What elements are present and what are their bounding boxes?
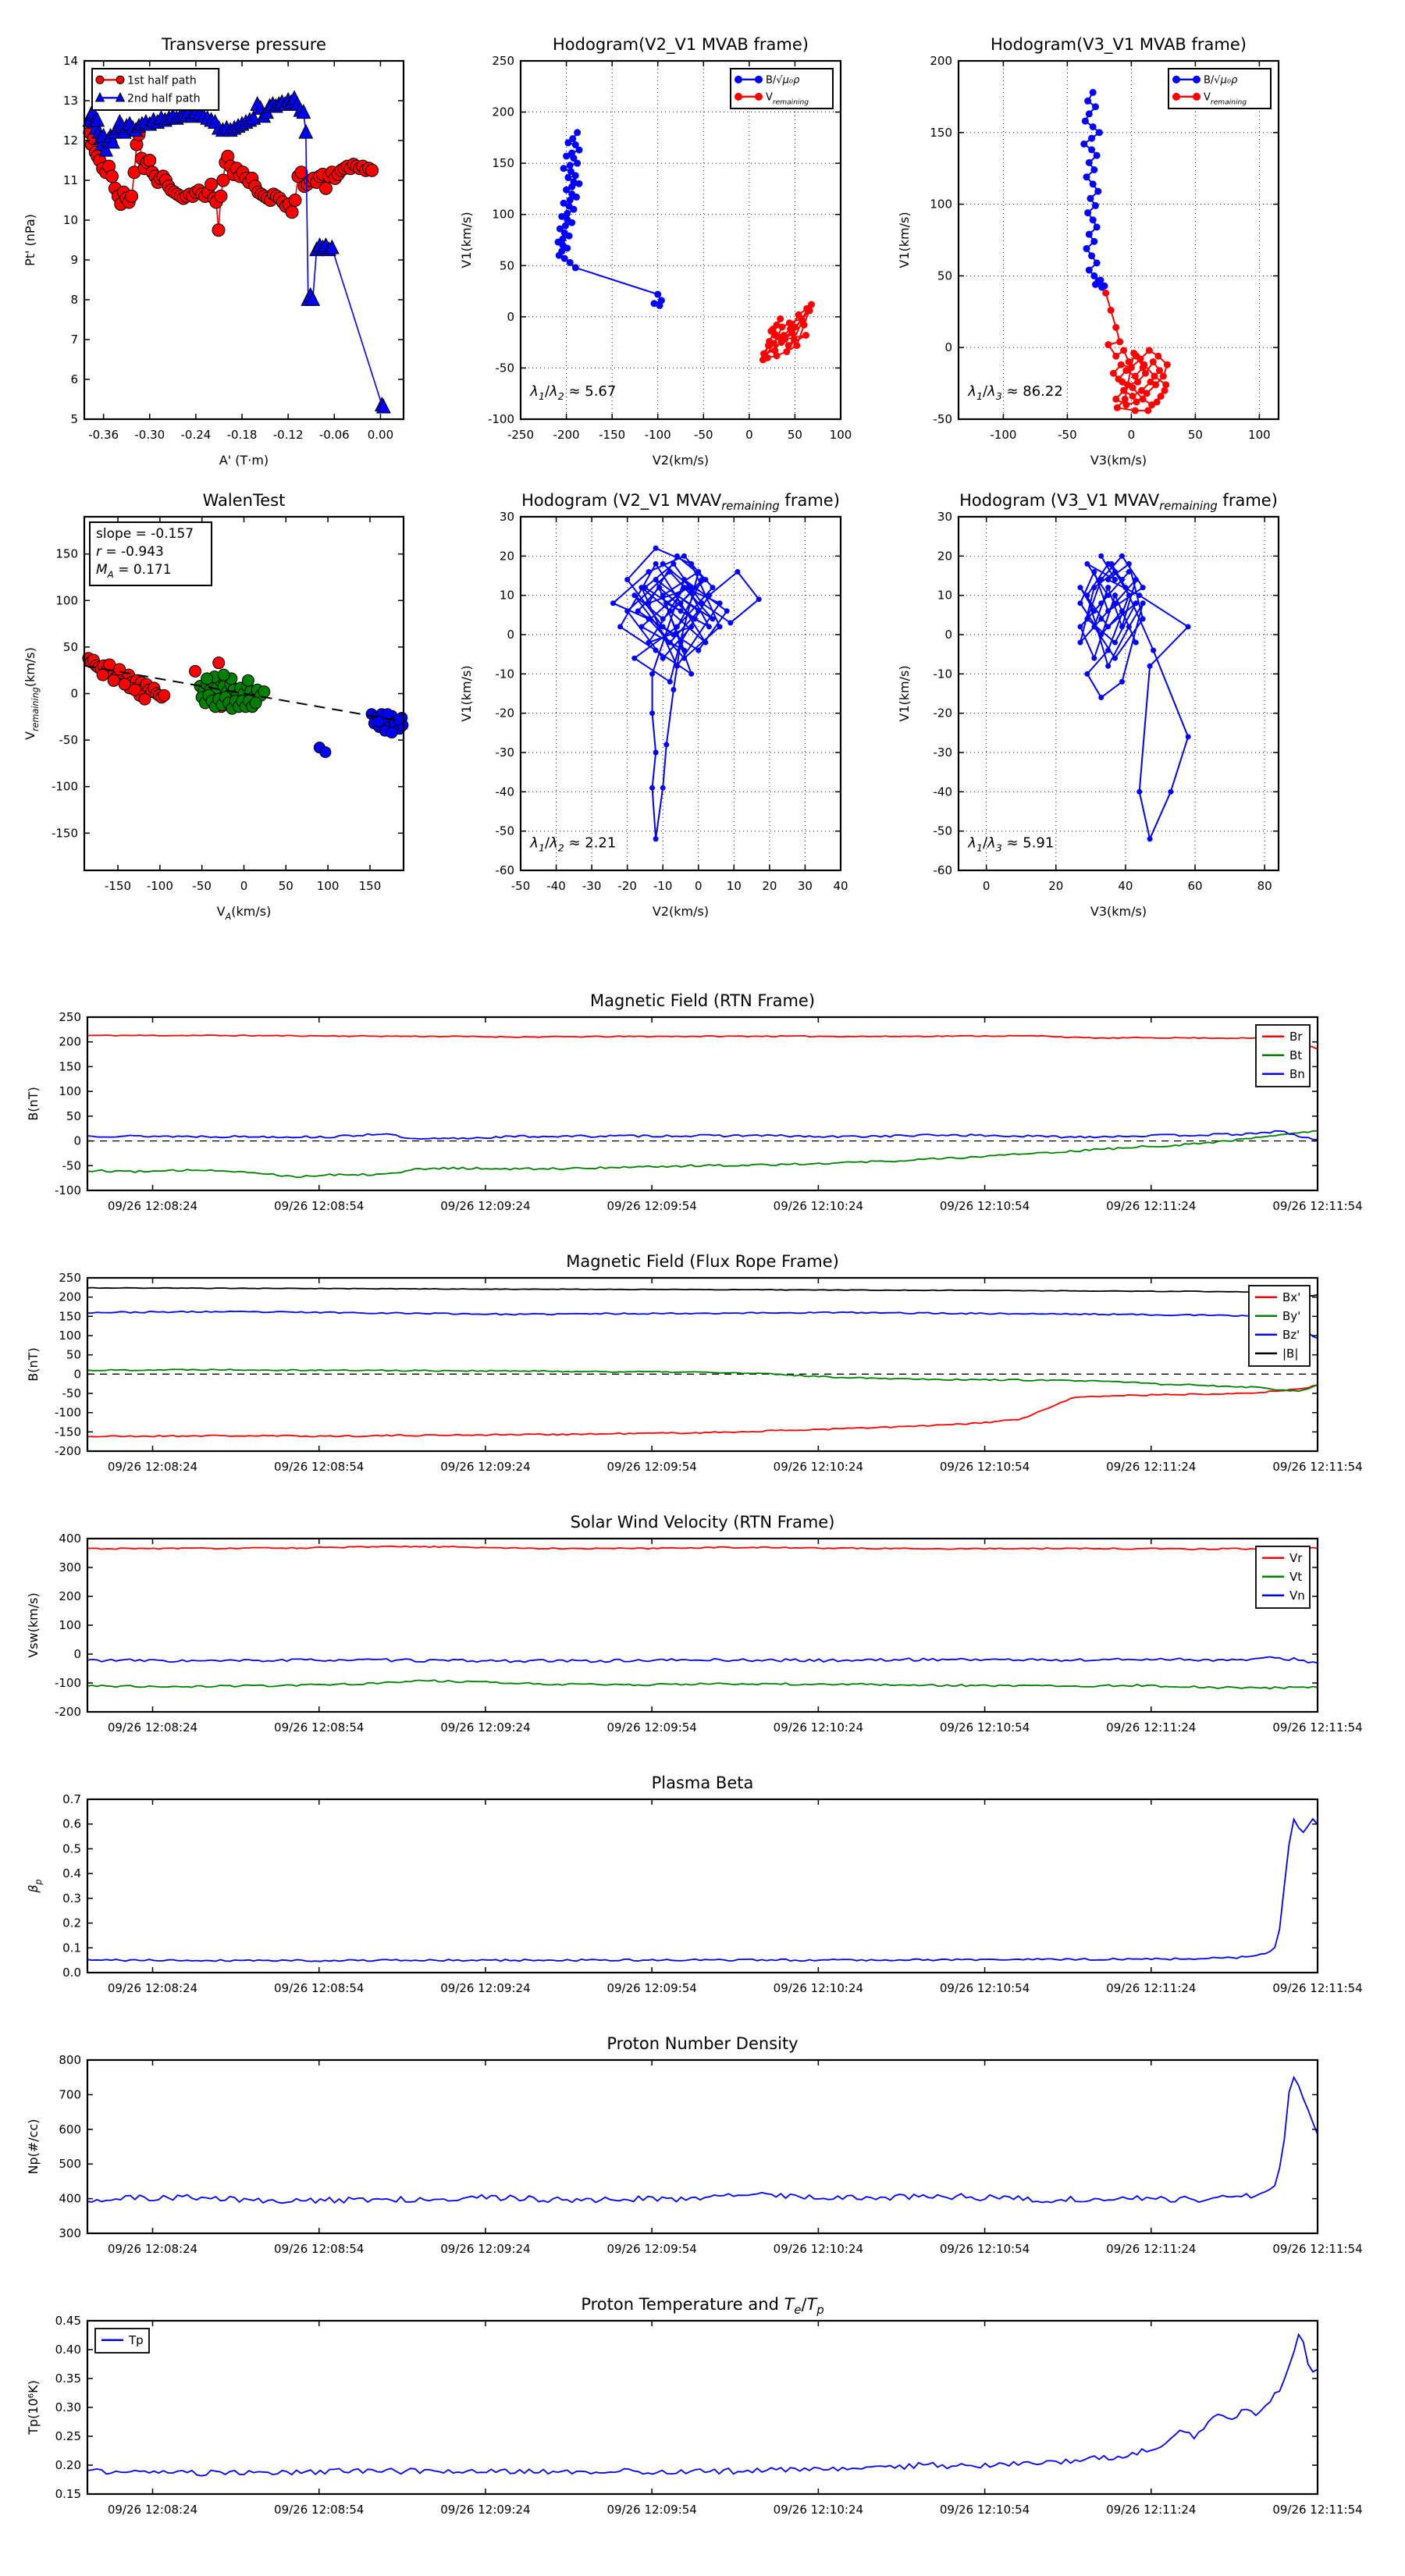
legend-label: Vt <box>1289 1570 1303 1585</box>
y-tick-label: 250 <box>59 1271 81 1285</box>
y-tick-label: 250 <box>59 1010 81 1024</box>
x-tick-label: -150 <box>105 879 132 893</box>
x-tick-label: 09/26 12:09:54 <box>606 2503 697 2517</box>
subplot-plasma-beta <box>26 1774 1363 1995</box>
x-tick-label: 100 <box>316 879 340 893</box>
x-tick-label: 09/26 12:09:24 <box>440 2503 531 2517</box>
x-tick-label: 09/26 12:09:24 <box>440 2242 531 2256</box>
y-tick-label: -200 <box>54 1705 81 1719</box>
x-tick-label: 09/26 12:10:54 <box>939 1199 1030 1213</box>
legend-label: B/√μ₀ρ <box>766 74 800 87</box>
y-tick-label: 0.6 <box>62 1816 81 1831</box>
y-tick-label: 50 <box>66 1347 81 1362</box>
x-tick-label: 09/26 12:08:24 <box>107 1199 198 1213</box>
legend-label: Vn <box>1289 1589 1305 1603</box>
y-tick-label: -40 <box>495 785 514 799</box>
y-tick-label: 150 <box>492 156 514 171</box>
x-tick-label: 09/26 12:08:54 <box>274 2242 365 2256</box>
x-tick-label: 09/26 12:08:24 <box>107 1720 198 1735</box>
x-tick-label: -0.24 <box>180 428 212 442</box>
x-tick-label: -150 <box>599 428 626 442</box>
x-tick-label: -0.30 <box>134 428 165 442</box>
y-tick-label: 150 <box>59 1309 81 1324</box>
y-axis-label: B(nT) <box>26 1087 41 1121</box>
y-tick-label: 10 <box>62 213 78 227</box>
x-tick-label: 09/26 12:10:54 <box>939 1981 1030 1995</box>
y-tick-label: 100 <box>55 593 78 608</box>
y-tick-label: 0.45 <box>55 2314 81 2328</box>
y-tick-label: -30 <box>933 745 952 760</box>
x-tick-label: 09/26 12:08:24 <box>107 2242 198 2256</box>
x-tick-label: -50 <box>694 428 713 442</box>
x-tick-label: -0.18 <box>226 428 258 442</box>
y-tick-label: 0 <box>507 309 514 324</box>
x-tick-label: 100 <box>829 428 852 442</box>
x-tick-label: 09/26 12:09:24 <box>440 1981 531 1995</box>
x-tick-label: 50 <box>787 428 802 442</box>
x-tick-label: -100 <box>644 428 671 442</box>
y-tick-label: -30 <box>495 745 514 760</box>
y-axis-label: $\beta_p$ <box>26 1879 44 1893</box>
legend-label: Br <box>1289 1030 1303 1044</box>
x-tick-label: 09/26 12:11:54 <box>1272 2503 1363 2517</box>
y-tick-label: -200 <box>54 1444 81 1458</box>
x-tick-label: 50 <box>278 879 293 893</box>
x-tick-label: 10 <box>726 879 742 893</box>
y-tick-label: 600 <box>59 2122 81 2137</box>
y-tick-label: -60 <box>933 863 952 877</box>
y-axis-label: $V_{remaining}(km/s)$ <box>23 647 41 740</box>
y-tick-label: 0.20 <box>55 2458 81 2472</box>
x-tick-label: -50 <box>510 879 531 893</box>
subplot-proton-temperature <box>26 2295 1363 2517</box>
x-tick-label: 09/26 12:11:24 <box>1106 1720 1197 1735</box>
y-tick-label: -50 <box>59 733 78 748</box>
y-tick-label: 0.15 <box>55 2487 81 2501</box>
legend-label: $V_{remaining}$ <box>1204 91 1247 107</box>
y-axis-label: Vsw(km/s) <box>26 1592 41 1658</box>
legend <box>1256 1546 1310 1608</box>
x-tick-label: 0 <box>240 879 248 893</box>
y-tick-label: 700 <box>59 2087 81 2102</box>
y-tick-label: 20 <box>937 549 952 564</box>
x-tick-label: 09/26 12:09:54 <box>606 1460 697 1474</box>
y-tick-label: 0.7 <box>62 1792 81 1806</box>
y-axis-label: V1(km/s) <box>459 665 474 722</box>
y-tick-label: 0 <box>73 1133 81 1148</box>
y-tick-label: 200 <box>59 1290 81 1304</box>
subplot-hodogram-v3v1-mvav <box>897 491 1279 919</box>
x-tick-label: 09/26 12:11:54 <box>1272 1460 1363 1474</box>
plot-title: Solar Wind Velocity (RTN Frame) <box>570 1513 835 1532</box>
y-tick-label: 0 <box>944 628 952 642</box>
y-tick-label: 0.5 <box>62 1841 81 1856</box>
x-tick-label: 20 <box>1048 879 1064 893</box>
x-tick-label: 09/26 12:10:24 <box>773 1460 864 1474</box>
x-axis-label: $V_A(km/s)$ <box>216 904 272 922</box>
subplot-walen-test <box>23 491 408 922</box>
stats-line: r = -0.943 <box>96 543 164 560</box>
x-tick-label: -250 <box>507 428 535 442</box>
y-tick-label: 0.25 <box>55 2429 81 2443</box>
x-tick-label: 09/26 12:10:24 <box>773 2503 864 2517</box>
y-tick-label: -20 <box>495 706 514 720</box>
legend-label: |B| <box>1282 1347 1299 1361</box>
y-tick-label: 150 <box>59 1059 81 1074</box>
stats-line: $M_A = 0.171$ <box>96 561 172 580</box>
legend <box>731 69 833 109</box>
y-tick-label: -100 <box>54 1676 81 1690</box>
y-tick-label: 100 <box>59 1084 81 1099</box>
y-tick-label: -50 <box>495 361 514 375</box>
legend-label: Vr <box>1289 1551 1303 1566</box>
x-tick-label: 09/26 12:09:54 <box>606 2242 697 2256</box>
x-axis-label: V2(km/s) <box>652 904 710 919</box>
x-tick-label: -100 <box>146 879 173 893</box>
y-tick-label: -50 <box>62 1386 81 1400</box>
y-axis-label: V1(km/s) <box>897 665 912 722</box>
x-axis-label: A' (T·m) <box>219 453 269 468</box>
y-tick-label: 50 <box>499 258 514 273</box>
x-tick-label: 09/26 12:11:54 <box>1272 2242 1363 2256</box>
x-tick-label: 09/26 12:10:24 <box>773 2242 864 2256</box>
x-tick-label: -20 <box>617 879 637 893</box>
y-tick-label: 0.30 <box>55 2400 81 2414</box>
x-axis-label: V3(km/s) <box>1090 453 1147 468</box>
x-tick-label: 0 <box>1127 428 1136 442</box>
x-tick-label: 0 <box>745 428 753 442</box>
legend <box>1249 1286 1310 1366</box>
subplot-hodogram-v2v1-mvav <box>459 491 848 919</box>
y-tick-label: 0 <box>73 1367 81 1382</box>
x-tick-label: 09/26 12:11:24 <box>1106 2503 1197 2517</box>
y-tick-label: -10 <box>495 667 514 681</box>
y-axis-label: V1(km/s) <box>897 212 912 269</box>
x-tick-label: -200 <box>553 428 580 442</box>
x-tick-label: 09/26 12:08:54 <box>274 2503 365 2517</box>
x-tick-label: 150 <box>358 879 382 893</box>
x-tick-label: 09/26 12:11:24 <box>1106 1460 1197 1474</box>
subplot-hodogram-v3v1-mvab <box>897 35 1279 468</box>
x-tick-label: 09/26 12:10:54 <box>939 2503 1030 2517</box>
x-tick-label: 09/26 12:08:54 <box>274 1720 365 1735</box>
y-tick-label: 200 <box>930 54 952 68</box>
x-axis-label: V3(km/s) <box>1090 904 1147 919</box>
y-tick-label: -60 <box>495 863 514 877</box>
plot-title: WalenTest <box>202 491 286 510</box>
x-tick-label: 09/26 12:10:54 <box>939 2242 1030 2256</box>
y-tick-label: 0 <box>73 1647 81 1661</box>
y-tick-label: 7 <box>70 333 78 347</box>
y-tick-label: -100 <box>487 412 514 426</box>
plot-title: Plasma Beta <box>651 1774 754 1792</box>
plot-title: Hodogram(V3_V1 MVAB frame) <box>991 35 1247 54</box>
y-tick-label: 30 <box>499 510 514 524</box>
x-tick-label: 09/26 12:08:24 <box>107 1981 198 1995</box>
annotation: $\lambda_1/\lambda_3 \approx 5.91$ <box>968 834 1055 854</box>
y-tick-label: -40 <box>933 785 952 799</box>
y-tick-label: 8 <box>70 293 78 307</box>
x-tick-label: 09/26 12:08:24 <box>107 1460 198 1474</box>
x-tick-label: -30 <box>582 879 602 893</box>
y-tick-label: 5 <box>70 412 78 426</box>
y-tick-label: 10 <box>499 588 514 603</box>
y-tick-label: 150 <box>55 546 78 561</box>
x-tick-label: 09/26 12:09:24 <box>440 1720 531 1735</box>
x-tick-label: 40 <box>833 879 848 893</box>
x-tick-label: 09/26 12:10:54 <box>939 1720 1030 1735</box>
y-tick-label: 12 <box>62 133 78 148</box>
subplot-hodogram-v2v1-mvab <box>459 35 852 468</box>
subplot-mag-fluxrope <box>26 1252 1363 1474</box>
y-tick-label: 13 <box>62 94 78 108</box>
y-tick-label: 50 <box>937 269 952 283</box>
y-tick-label: -150 <box>51 826 78 841</box>
plot-title: Proton Temperature and $T_e/T_p$ <box>581 2295 824 2317</box>
x-tick-label: 09/26 12:11:54 <box>1272 1981 1363 1995</box>
y-tick-label: -100 <box>54 1183 81 1197</box>
y-tick-label: -50 <box>495 824 514 838</box>
subplot-transverse-pressure <box>23 35 404 468</box>
x-tick-label: 09/26 12:09:24 <box>440 1199 531 1213</box>
y-tick-label: 0.3 <box>62 1891 81 1905</box>
y-tick-label: 6 <box>70 372 78 386</box>
y-tick-label: 300 <box>59 1560 81 1574</box>
x-tick-label: 09/26 12:09:54 <box>606 1199 697 1213</box>
legend <box>1168 69 1271 109</box>
plot-title: Hodogram (V2_V1 $MVAV_{remaining}$ frame) <box>521 491 840 513</box>
y-tick-label: 100 <box>59 1329 81 1343</box>
y-tick-label: 0.40 <box>55 2343 81 2357</box>
annotation: $\lambda_1/\lambda_2 \approx 5.67$ <box>530 383 617 403</box>
y-tick-label: 0.0 <box>62 1966 81 1980</box>
y-tick-label: 11 <box>62 173 78 187</box>
plot-title: Hodogram(V2_V1 MVAB frame) <box>553 35 809 54</box>
y-tick-label: 0.2 <box>62 1916 81 1930</box>
y-tick-label: 9 <box>70 253 78 267</box>
y-tick-label: -100 <box>51 779 78 794</box>
x-tick-label: 09/26 12:09:24 <box>440 1460 531 1474</box>
legend-label: By' <box>1282 1309 1301 1324</box>
x-tick-label: -0.06 <box>318 428 350 442</box>
y-tick-label: 10 <box>937 588 952 603</box>
x-tick-label: 09/26 12:11:54 <box>1272 1199 1363 1213</box>
y-tick-label: -100 <box>54 1405 81 1420</box>
legend <box>1256 1025 1310 1087</box>
stats-line: slope = -0.157 <box>96 525 194 542</box>
legend-label: 2nd half path <box>127 92 201 105</box>
y-tick-label: -20 <box>933 706 952 720</box>
legend <box>95 2329 149 2353</box>
stats-box <box>90 522 212 585</box>
x-tick-label: 09/26 12:08:54 <box>274 1981 365 1995</box>
plot-title: Magnetic Field (Flux Rope Frame) <box>566 1252 839 1271</box>
y-axis-label: V1(km/s) <box>459 212 474 269</box>
x-tick-label: -0.12 <box>272 428 304 442</box>
x-tick-label: -0.36 <box>88 428 119 442</box>
y-tick-label: 0.1 <box>62 1941 81 1955</box>
plot-title: Proton Number Density <box>606 2034 799 2053</box>
plot-title: Transverse pressure <box>162 35 326 54</box>
legend-label: $V_{remaining}$ <box>766 91 809 107</box>
x-tick-label: 09/26 12:09:54 <box>606 1720 697 1735</box>
x-tick-label: 09/26 12:10:24 <box>773 1720 864 1735</box>
legend-label: 1st half path <box>127 74 197 87</box>
y-tick-label: 20 <box>499 549 514 564</box>
legend-label: Bt <box>1289 1048 1303 1063</box>
x-tick-label: 30 <box>797 879 813 893</box>
x-tick-label: 0 <box>982 879 991 893</box>
x-tick-label: 40 <box>1118 879 1133 893</box>
subplot-vsw-rtn <box>26 1513 1363 1735</box>
x-tick-label: 09/26 12:11:54 <box>1272 1720 1363 1735</box>
subplot-mag-rtn <box>26 991 1363 1213</box>
y-axis-label: B(nT) <box>26 1347 41 1382</box>
x-tick-label: 09/26 12:11:24 <box>1106 1199 1197 1213</box>
y-tick-label: 200 <box>59 1589 81 1603</box>
x-axis-label: V2(km/s) <box>652 453 710 468</box>
y-axis-label: Pt' (nPa) <box>23 214 37 266</box>
y-tick-label: 400 <box>59 2191 81 2206</box>
annotation: $\lambda_1/\lambda_3 \approx 86.22$ <box>968 383 1063 403</box>
y-tick-label: 50 <box>66 1108 81 1123</box>
y-tick-label: 0.4 <box>62 1866 81 1881</box>
x-tick-label: 09/26 12:09:54 <box>606 1981 697 1995</box>
subplot-proton-density <box>26 2034 1363 2256</box>
legend-label: Bn <box>1289 1067 1305 1082</box>
legend-label: B/√μ₀ρ <box>1204 74 1238 87</box>
x-tick-label: -40 <box>546 879 566 893</box>
annotation: $\lambda_1/\lambda_2 \approx 2.21$ <box>530 834 617 854</box>
y-tick-label: 30 <box>937 510 952 524</box>
y-tick-label: 100 <box>492 207 514 222</box>
plot-title: Magnetic Field (RTN Frame) <box>589 991 816 1010</box>
y-tick-label: -50 <box>933 412 952 426</box>
legend <box>92 69 219 110</box>
legend-label: Bz' <box>1282 1328 1300 1343</box>
x-tick-label: 09/26 12:11:24 <box>1106 1981 1197 1995</box>
y-tick-label: 150 <box>930 125 952 140</box>
x-tick-label: 60 <box>1187 879 1203 893</box>
x-tick-label: 09/26 12:10:24 <box>773 1981 864 1995</box>
x-tick-label: 0 <box>695 879 702 893</box>
y-tick-label: 100 <box>59 1618 81 1632</box>
y-tick-label: -50 <box>933 824 952 838</box>
x-tick-label: 50 <box>1187 428 1203 442</box>
x-tick-label: -100 <box>990 428 1017 442</box>
y-tick-label: 0 <box>507 628 514 642</box>
y-tick-label: -10 <box>933 667 952 681</box>
x-tick-label: 09/26 12:08:54 <box>274 1199 365 1213</box>
y-tick-label: 0 <box>944 340 952 355</box>
y-tick-label: 200 <box>59 1034 81 1049</box>
x-tick-label: 09/26 12:08:24 <box>107 2503 198 2517</box>
x-tick-label: -10 <box>653 879 673 893</box>
y-axis-label: Np(#/cc) <box>26 2119 41 2175</box>
x-tick-label: 20 <box>762 879 777 893</box>
y-tick-label: 500 <box>59 2157 81 2172</box>
x-tick-label: -50 <box>1058 428 1077 442</box>
legend-label: Tp <box>129 2333 144 2348</box>
x-tick-label: 09/26 12:11:24 <box>1106 2242 1197 2256</box>
plot-title: Hodogram (V3_V1 $MVAV_{remaining}$ frame) <box>959 491 1278 513</box>
y-tick-label: 400 <box>59 1532 81 1546</box>
y-tick-label: 100 <box>930 197 952 212</box>
x-tick-label: -50 <box>192 879 212 893</box>
y-tick-label: 300 <box>59 2226 81 2240</box>
x-tick-label: 80 <box>1257 879 1272 893</box>
y-tick-label: 200 <box>492 105 514 119</box>
y-tick-label: -50 <box>62 1158 81 1173</box>
y-tick-label: 0.35 <box>55 2371 81 2386</box>
legend-label: Bx' <box>1282 1290 1301 1305</box>
y-axis-label: Tp(10⁶K) <box>26 2380 41 2435</box>
y-tick-label: 800 <box>59 2053 81 2067</box>
y-tick-label: 14 <box>62 54 78 68</box>
x-tick-label: 09/26 12:10:24 <box>773 1199 864 1213</box>
x-tick-label: 09/26 12:10:54 <box>939 1460 1030 1474</box>
y-tick-label: 250 <box>492 54 514 68</box>
y-tick-label: 0 <box>70 686 78 701</box>
x-tick-label: 100 <box>1248 428 1271 442</box>
y-tick-label: -150 <box>54 1425 81 1439</box>
y-tick-label: 50 <box>62 639 78 654</box>
x-tick-label: 0.00 <box>367 428 394 442</box>
x-tick-label: 09/26 12:08:54 <box>274 1460 365 1474</box>
